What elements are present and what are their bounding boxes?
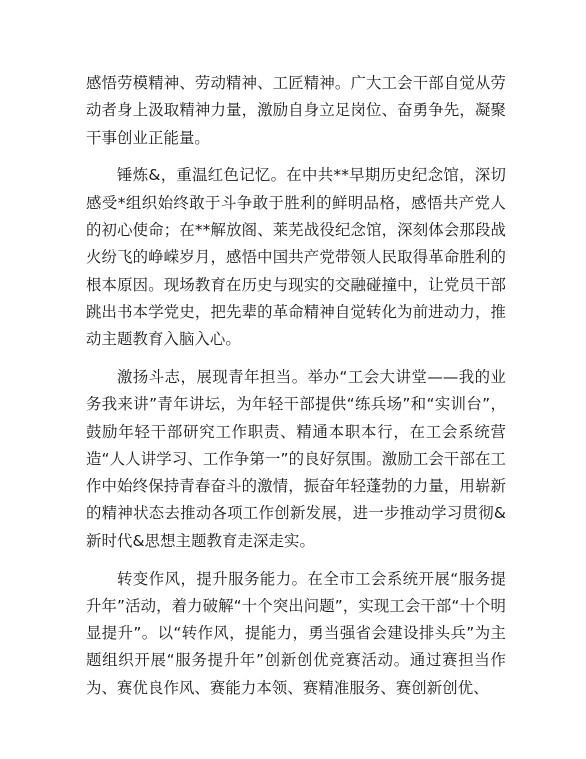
paragraph-2: 锤炼&，重温红色记忆。在中共**早期历史纪念馆，深切感受*组织始终敢于斗争敢于胜利的鲜明品格，感悟共产党人的初心使命；在**解放阁、莱芜战役纪念馆，深刻体会那段战火纷飞的峥嵘岁月，感悟中国共产党带领人民取得革命胜利的根本原因。现场教育在历史与现实的交融碰撞中，让党员干部跳出书本学党史，把先辈的革命精神自觉转化为前进动力，推动主题教育入脑入心。 bbox=[86, 166, 506, 349]
paragraph-1: 感悟劳模精神、劳动精神、工匠精神。广大工会干部自觉从劳动者身上汲取精神力量，激励自身立足岗位、奋勇争先，凝聚干事创业正能量。 bbox=[86, 74, 506, 147]
paragraph-4: 转变作风，提升服务能力。在全市工会系统开展“服务提升年”活动，着力破解“十个突出问题”，实现工会干部“十个明显提升”。以“转作风，提能力，勇当强省会建设排头兵”为主题组织开展“服务提升年”创新创优竞赛活动。通过赛担当作为、赛优良作风、赛能力本领、赛精准服务、赛创新创优、 bbox=[86, 569, 506, 697]
document-body bbox=[86, 70, 506, 713]
paragraph-3: 激扬斗志，展现青年担当。举办“工会大讲堂——我的业务我来讲”青年讲坛，为年轻干部提供“练兵场”和“实训台”，鼓励年轻干部研究工作职责、精通本职本行，在工会系统营造“人人讲学习、工作争第一”的良好氛围。激励工会干部在工作中始终保持青春奋斗的激情，振奋年轻蓬勃的力量，用崭新的精神状态去推动各项工作创新发展，进一步推动学习贯彻&新时代&思想主题教育走深走实。 bbox=[86, 367, 506, 550]
